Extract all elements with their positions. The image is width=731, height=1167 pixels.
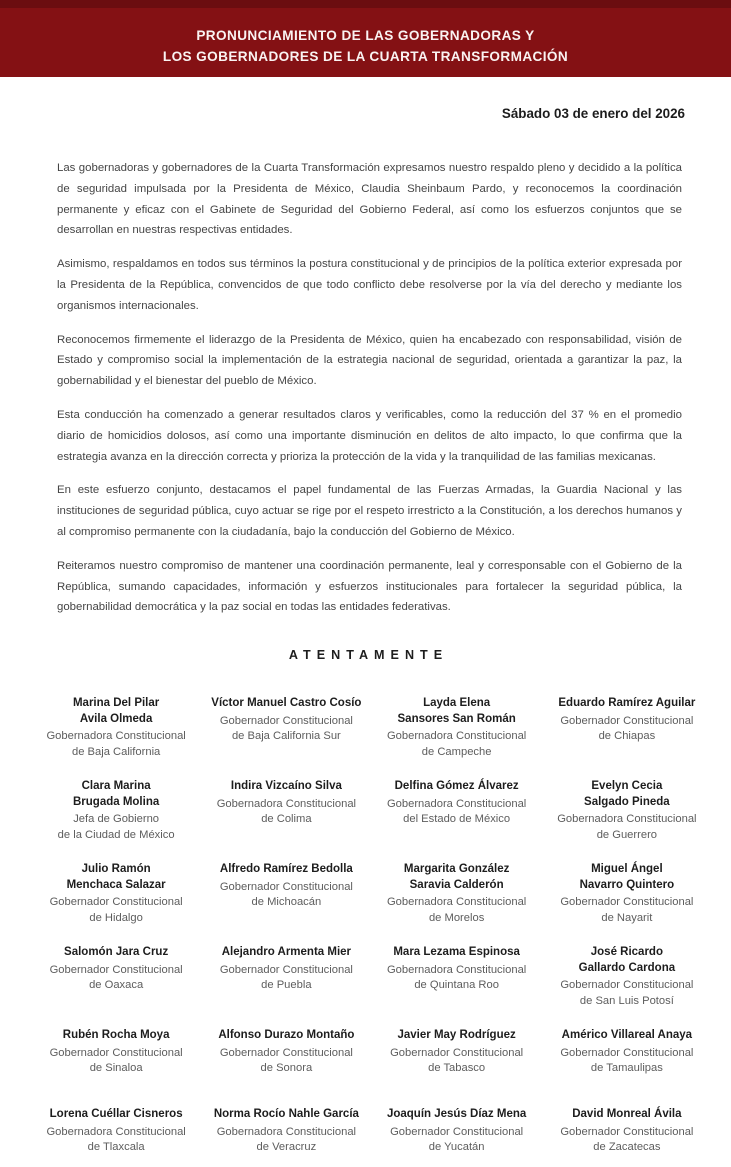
signatory-name — [547, 945, 707, 976]
signatory-name — [36, 945, 196, 961]
signatory-cell — [36, 862, 196, 926]
signatory-name-line: Avila Olmeda — [79, 712, 153, 725]
signatory-name — [36, 696, 196, 727]
signatory-name-line: Layda Elena — [423, 697, 491, 710]
signatory-name-line: Alejandro Armenta Mier — [221, 946, 352, 959]
signatory-name — [377, 945, 537, 961]
signatory-title-line: Gobernador Constitucional — [49, 963, 183, 976]
signatory-title-line: de Tabasco — [428, 1062, 486, 1075]
signatory-name-line: Menchaca Salazar — [66, 878, 166, 891]
signatory-title — [547, 714, 707, 745]
signatory-title-line: de Hidalgo — [89, 911, 143, 924]
signatory-name-line: Alfonso Durazo Montaño — [218, 1029, 355, 1042]
signatories-grid — [36, 696, 707, 1167]
signatory-name — [377, 1028, 537, 1044]
date-line: Sábado 03 de enero del 2026 — [501, 106, 685, 121]
signatory-title-line: Gobernadora Constitucional — [46, 1125, 186, 1138]
signatory-title-line: de Guerrero — [596, 828, 658, 841]
signatory-title-line: de Tlaxcala — [87, 1141, 145, 1154]
signatory-title — [36, 963, 196, 994]
signatory-title-line: del Estado de México — [403, 813, 511, 826]
signatory-name-line: Julio Ramón — [81, 863, 151, 876]
signatory-title-line: de Puebla — [261, 979, 312, 992]
paragraph: Reconocemos firmemente el liderazgo de la Presidenta de México, quien ha encabezado con responsabilidad, visión de Estado y compromiso social la implementación de la estrategia nacional de seguridad, orientada a garantizar la paz, la gobernabilidad y el bienestar del pueblo de México. — [57, 333, 682, 388]
signatory-title-line: de Morelos — [428, 911, 485, 924]
signatory-cell — [377, 945, 537, 1009]
signatory-name — [547, 696, 707, 712]
signatory-title-line: Gobernador Constitucional — [219, 1046, 353, 1059]
signatory-title-line: Gobernadora Constitucional — [386, 963, 527, 976]
signatory-title-line: de Colima — [261, 813, 312, 826]
signatory-title-line: Gobernador Constitucional — [560, 714, 694, 727]
signatory-title-line: Gobernadora Constitucional — [386, 896, 527, 909]
signatory-title — [547, 812, 707, 843]
signatory-title-line: de Campeche — [421, 745, 492, 758]
signatory-title — [36, 1046, 196, 1077]
signatory-title-line: Gobernador Constitucional — [560, 896, 694, 909]
paragraph: Reiteramos nuestro compromiso de mantener una coordinación permanente, leal y corresponsable con el Gobierno de la República, sumando capacidades, información y esfuerzos institucionales para fortalecer la seguridad pública, la gobernabilidad democrática y la paz social en todas las entidades federativas. — [57, 559, 682, 614]
signatory-cell — [377, 862, 537, 926]
signatory-title-line: Gobernador Constitucional — [219, 880, 353, 893]
signatory-title — [547, 1046, 707, 1077]
document-title-line-1: PRONUNCIAMIENTO DE LAS GOBERNADORAS Y — [196, 28, 535, 43]
signatory-name-line: José Ricardo — [590, 946, 663, 959]
signatory-name-line: Norma Rocío Nahle García — [213, 1108, 359, 1121]
signatory-name-line: Indira Vizcaíno Silva — [230, 780, 342, 793]
signatory-name-line: Rubén Rocha Moya — [62, 1029, 170, 1042]
signatory-title-line: de Michoacán — [251, 896, 322, 909]
signatory-name-line: Salomón Jara Cruz — [64, 946, 169, 959]
signatory-name — [377, 779, 537, 795]
signatory-name-line: Clara Marina — [81, 780, 151, 793]
signatory-title — [547, 978, 707, 1009]
signatory-name — [377, 1107, 537, 1123]
paragraph: Las gobernadoras y gobernadores de la Cuarta Transformación expresamos nuestro respaldo pleno y decidido a la política de seguridad impulsada por la Presidenta de México, Claudia Sheinbaum Pardo, y reconocemos la coordinación permanente y eficaz con el Gabinete de Seguridad del Gobierno Federal, así como los esfuerzos conjuntos que se desarrollan en nuestras respectivas entidades. — [57, 162, 682, 237]
signatory-title — [377, 1046, 537, 1077]
signatory-cell — [377, 696, 537, 760]
signatory-name-line: Gallardo Cardona — [578, 961, 676, 974]
document-title-line-2: LOS GOBERNADORES DE LA CUARTA TRANSFORMACIÓN — [162, 49, 569, 64]
signatory-title — [547, 1125, 707, 1156]
signatory-title-line: Gobernadora Constitucional — [386, 797, 527, 810]
paragraph: Esta conducción ha comenzado a generar resultados claros y verificables, como la reducción del 37 % en el promedio diario de homicidios dolosos, así como una importante disminución en delitos de alto impacto, lo que confirma que la estrategia avanza en la dirección correcta y prioriza la protección de la vida y la tranquilidad de las familias mexicanas. — [57, 408, 682, 463]
signatory-title — [36, 1125, 196, 1156]
signatory-title-line: Gobernador Constitucional — [49, 1046, 183, 1059]
signatory-name-line: Navarro Quintero — [579, 878, 675, 891]
paragraph: En este esfuerzo conjunto, destacamos el papel fundamental de las Fuerzas Armadas, la Guardia Nacional y las instituciones de seguridad pública, cuyo actuar se rige por el respeto irrestricto a la Constitución, a los derechos humanos y al compromiso permanente con la ciudadanía, bajo la conducción del Gobierno de México. — [57, 484, 682, 538]
signatory-name-line: Miguel Ángel — [591, 863, 663, 876]
signatory-name — [206, 779, 366, 795]
signatory-title — [206, 714, 366, 745]
signatory-title-line: de Sinaloa — [89, 1062, 143, 1075]
signatory-name-line: Salgado Pineda — [584, 795, 670, 808]
signatory-title-line: Gobernador Constitucional — [560, 1125, 694, 1138]
signatory-cell — [36, 779, 196, 843]
signatory-name — [547, 1028, 707, 1044]
signatory-cell — [377, 779, 537, 843]
signatory-name-line: Delfina Gómez Álvarez — [394, 780, 519, 793]
signatory-name-line: Alfredo Ramírez Bedolla — [219, 863, 353, 876]
signatory-title-line: de Zacatecas — [593, 1141, 661, 1154]
signatory-cell — [206, 696, 366, 760]
signatory-title-line: Gobernador Constitucional — [560, 1046, 694, 1059]
signatory-title-line: Gobernadora Constitucional — [216, 797, 357, 810]
signatory-title-line: Gobernador Constitucional — [49, 896, 183, 909]
signatory-name-line: Evelyn Cecia — [591, 780, 663, 793]
signatory-title-line: Gobernador Constitucional — [390, 1046, 524, 1059]
signatory-name — [206, 945, 366, 961]
signatory-name-line: Víctor Manuel Castro Cosío — [211, 697, 362, 710]
signatory-cell — [206, 945, 366, 1009]
signatory-cell — [547, 696, 707, 760]
signatory-title-line: de Chiapas — [598, 730, 656, 743]
signatory-title-line: de Baja California Sur — [231, 730, 341, 743]
signatory-title-line: de Tamaulipas — [590, 1062, 663, 1075]
signatory-name — [36, 779, 196, 810]
signatory-name-line: Marina Del Pilar — [72, 697, 160, 710]
signatory-title-line: Gobernador Constitucional — [560, 979, 694, 992]
signatory-name — [36, 1028, 196, 1044]
signatory-cell — [547, 862, 707, 926]
signatory-title-line: de Veracruz — [256, 1141, 317, 1154]
signatory-name — [36, 1107, 196, 1123]
signatory-name-line: Joaquín Jesús Díaz Mena — [386, 1108, 527, 1121]
signatory-cell — [206, 1028, 366, 1088]
signatory-title — [206, 880, 366, 911]
signatory-cell — [206, 862, 366, 926]
signatory-cell — [547, 1107, 707, 1167]
signatory-name — [547, 862, 707, 893]
signatory-title-line: Gobernadora Constitucional — [216, 1125, 357, 1138]
signatory-cell — [377, 1028, 537, 1088]
signatory-title-line: de San Luis Potosí — [579, 994, 674, 1007]
signatory-cell — [377, 1107, 537, 1167]
signatory-title — [377, 1125, 537, 1156]
signatory-cell — [36, 945, 196, 1009]
signatory-cell — [206, 1107, 366, 1167]
signatory-title-line: de Baja California — [71, 745, 161, 758]
signatory-title — [206, 1046, 366, 1077]
signatory-title-line: Gobernador Constitucional — [219, 963, 353, 976]
signatory-title-line: de Sonora — [260, 1062, 313, 1075]
header-banner — [0, 0, 731, 77]
signatory-name-line: Mara Lezama Espinosa — [393, 946, 520, 959]
signatory-title — [377, 729, 537, 760]
signatory-name-line: Lorena Cuéllar Cisneros — [49, 1108, 183, 1121]
signatory-title — [377, 895, 537, 926]
signatory-title-line: Gobernador Constitucional — [390, 1125, 524, 1138]
signatory-cell — [36, 1107, 196, 1167]
signatory-name-line: Eduardo Ramírez Aguilar — [558, 697, 696, 710]
paragraph: Asimismo, respaldamos en todos sus términos la postura constitucional y de principios de la política exterior expresada por la Presidenta de la República, convencidos de que todo conflicto debe resolverse por la vía del derecho y mediante los organismos internacionales. — [57, 258, 682, 312]
signatory-name-line: Brugada Molina — [72, 795, 160, 808]
signatory-cell — [547, 1028, 707, 1088]
signatory-title-line: Gobernador Constitucional — [219, 714, 353, 727]
signatory-title — [377, 963, 537, 994]
signatory-name — [206, 1028, 366, 1044]
signatory-cell — [206, 779, 366, 843]
signatory-title — [36, 812, 196, 843]
signatory-title — [206, 797, 366, 828]
signatory-title-line: de Yucatán — [428, 1141, 485, 1154]
signatory-title — [547, 895, 707, 926]
signatory-name — [377, 696, 537, 727]
signatory-title-line: de la Ciudad de México — [57, 828, 175, 841]
signatory-title-line: Gobernadora Constitucional — [386, 730, 527, 743]
signatory-title — [36, 729, 196, 760]
signatory-title — [206, 963, 366, 994]
signatory-name-line: Saravia Calderón — [409, 878, 504, 891]
signatory-name-line: Américo Villareal Anaya — [561, 1029, 693, 1042]
signatory-title-line: de Nayarit — [601, 911, 653, 924]
signatory-name — [206, 696, 366, 712]
signatory-name — [547, 1107, 707, 1123]
signatory-name — [547, 779, 707, 810]
signatory-title — [206, 1125, 366, 1156]
signatory-title — [377, 797, 537, 828]
signatory-cell — [547, 945, 707, 1009]
signatory-name-line: David Monreal Ávila — [572, 1108, 682, 1121]
signatory-cell — [36, 1028, 196, 1088]
closing-heading: ATENTAMENTE — [288, 648, 449, 663]
signatory-name — [36, 862, 196, 893]
signatory-title-line: Gobernadora Constitucional — [46, 730, 186, 743]
signatory-name — [377, 862, 537, 893]
body-paragraphs — [57, 158, 682, 618]
signatory-name-line: Javier May Rodríguez — [397, 1029, 516, 1042]
signatory-name-line: Margarita González — [403, 863, 510, 876]
signatory-title-line: Gobernadora Constitucional — [557, 813, 697, 826]
signatory-title-line: de Oaxaca — [89, 979, 144, 992]
signatory-name — [206, 1107, 366, 1123]
signatory-title — [36, 895, 196, 926]
signatory-name-line: Sansores San Román — [397, 712, 516, 725]
signatory-cell — [36, 696, 196, 760]
signatory-title-line: Jefa de Gobierno — [73, 813, 160, 826]
signatory-cell — [547, 779, 707, 843]
signatory-name — [206, 862, 366, 878]
signatory-title-line: de Quintana Roo — [414, 979, 499, 992]
